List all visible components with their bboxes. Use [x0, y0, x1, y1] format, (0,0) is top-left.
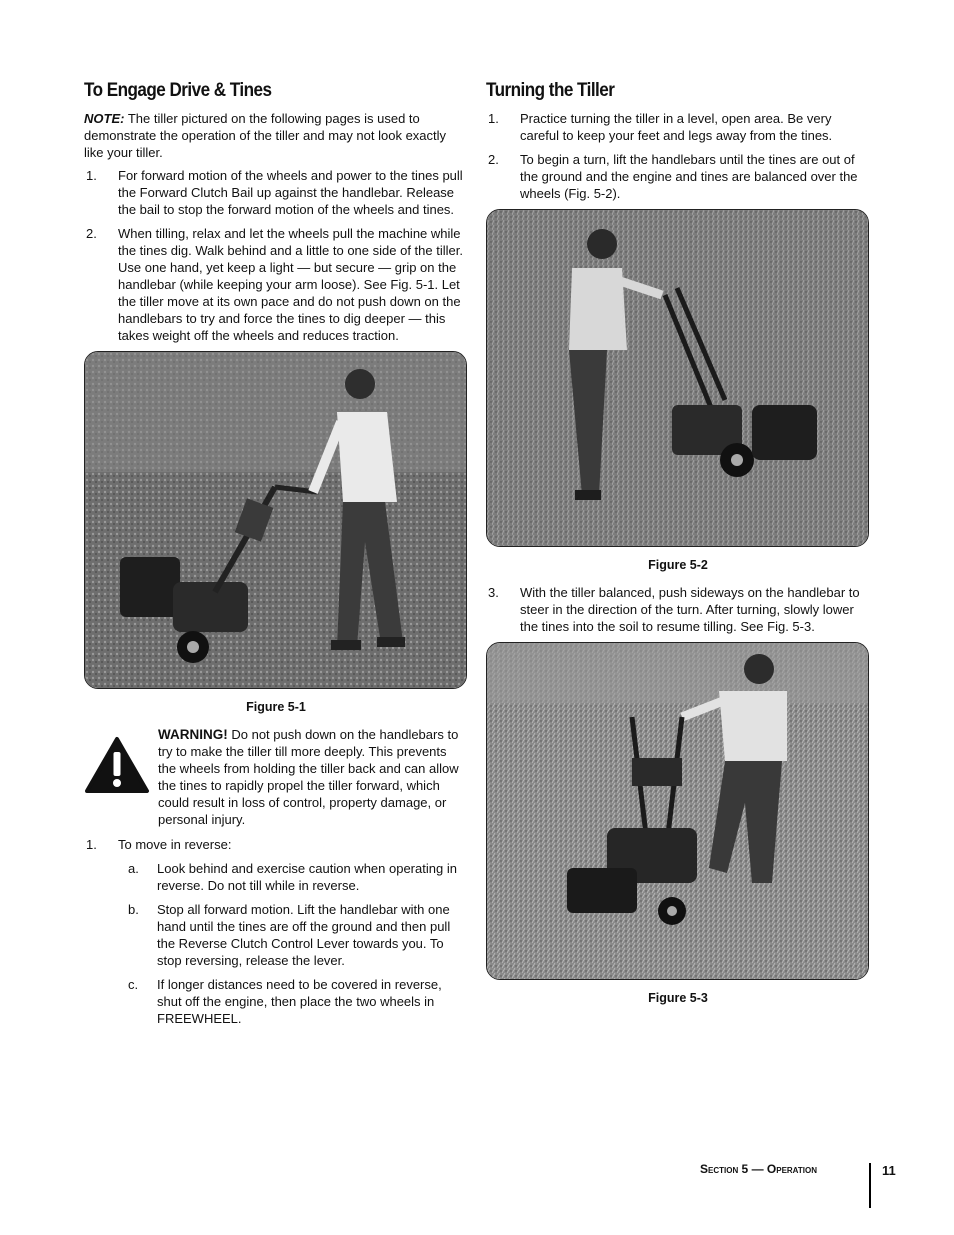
reverse-sub-steps	[84, 860, 468, 1027]
page-number: 11	[882, 1163, 896, 1178]
list-item	[486, 584, 870, 635]
right-column	[486, 80, 870, 1017]
list-letter: b.	[128, 902, 139, 917]
list-item	[84, 860, 468, 894]
list-item	[84, 167, 468, 218]
list-text: If longer distances need to be covered in reverse, shut off the engine, then place the two wheels in FREEWHEEL.	[157, 977, 442, 1026]
section-heading-engage: To Engage Drive & Tines	[84, 80, 272, 101]
list-item	[84, 225, 468, 344]
figure-5-3-caption: Figure 5-3	[648, 991, 708, 1005]
left-column	[84, 80, 468, 1034]
list-item	[84, 836, 468, 853]
reverse-steps	[84, 836, 468, 853]
figure-5-1-photo	[84, 351, 467, 689]
note-label: NOTE:	[84, 111, 125, 126]
figure-5-1-caption: Figure 5-1	[246, 700, 306, 714]
figure-5-3-photo	[486, 642, 869, 980]
list-text: Practice turning the tiller in a level, open area. Be very careful to keep your feet and legs away from the tines.	[520, 111, 833, 143]
warning-label: WARNING!	[158, 727, 228, 742]
list-text: Look behind and exercise caution when operating in reverse. Do not till while in reverse.	[157, 861, 457, 893]
list-text: For forward motion of the wheels and power to the tines pull the Forward Clutch Bail up against the handlebar. Release the bail to stop the forward motion of the wheels and tines.	[118, 168, 463, 217]
list-item	[84, 901, 468, 969]
note-paragraph	[84, 110, 468, 161]
warning-block	[84, 726, 468, 828]
list-number: 1.	[86, 168, 97, 183]
list-number: 1.	[488, 111, 499, 126]
list-text: To move in reverse:	[118, 837, 232, 852]
list-number: 2.	[86, 226, 97, 241]
figure-5-2-caption: Figure 5-2	[648, 558, 708, 572]
list-item	[84, 976, 468, 1027]
footer-section-text: Section 5 — Operation	[700, 1162, 817, 1176]
section-heading-turning: Turning the Tiller	[486, 80, 615, 101]
list-number: 3.	[488, 585, 499, 600]
warning-body: Do not push down on the handlebars to try to make the tiller till more deeply. This prevents the wheels from holding the tiller back and can allow the tines to rapidly propel the tiller forward, which could result in loss of control, property damage, or personal injury.	[158, 727, 459, 827]
footer-divider	[869, 1163, 871, 1208]
engage-steps	[84, 167, 468, 344]
list-letter: c.	[128, 977, 139, 992]
list-letter: a.	[128, 861, 139, 876]
list-text: With the tiller balanced, push sideways on the handlebar to steer in the direction of the turn. After turning, slowly lower the tines into the soil to resume tilling. See Fig. 5-3.	[520, 585, 860, 634]
warning-triangle-icon	[84, 726, 158, 828]
list-text: To begin a turn, lift the handlebars until the tines are out of the ground and the engine and tines are balanced over the wheels (Fig. 5-2).	[520, 152, 858, 201]
list-item	[486, 110, 870, 144]
figure-5-2-photo	[486, 209, 869, 547]
list-number: 1.	[86, 837, 97, 852]
turning-steps	[486, 110, 870, 202]
warning-text	[158, 726, 468, 828]
list-item	[486, 151, 870, 202]
list-text: When tilling, relax and let the wheels pull the machine while the tines dig. Walk behind and a little to one side of the tiller. Use one hand, yet keep a light — but secure — grip on the handlebar (while keeping your arm loose). See Fig. 5-1. Let the tiller move at its own pace and do not push down on the handlebars to try and force the tines to dig deeper — this takes weight off the wheels and reduces traction.	[118, 226, 463, 343]
turning-steps-continued	[486, 584, 870, 635]
list-number: 2.	[488, 152, 499, 167]
footer-section-label	[700, 1162, 817, 1176]
note-text: The tiller pictured on the following pages is used to demonstrate the operation of the tiller and may not look exactly like your tiller.	[84, 111, 447, 160]
list-text: Stop all forward motion. Lift the handlebar with one hand until the tines are off the ground and then pull the Reverse Clutch Control Lever towards you. To stop reversing, release the lever.	[157, 902, 451, 968]
